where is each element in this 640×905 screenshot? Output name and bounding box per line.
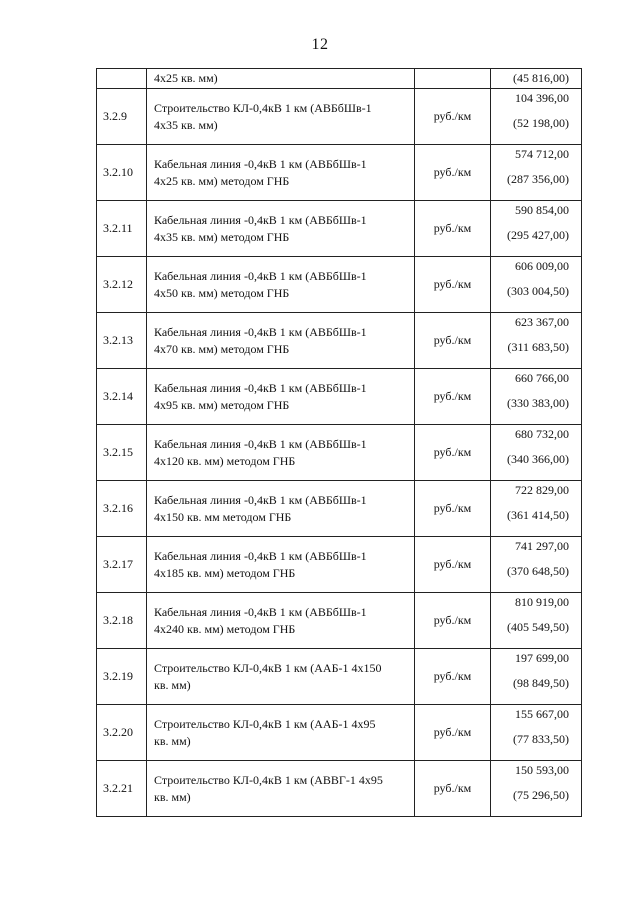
row-price (491, 369, 582, 425)
row-number: 3.2.18 (97, 593, 147, 649)
row-price-sub: (340 366,00) (507, 452, 569, 466)
row-description-line-2: 4х95 кв. мм) методом ГНБ (154, 397, 290, 412)
row-description (147, 593, 415, 649)
row-description-line-1: Кабельная линия -0,4кВ 1 км (АВБбШв-1 (154, 212, 367, 227)
table-row (97, 145, 582, 201)
row-price (491, 425, 582, 481)
row-price-main: 574 712,00 (515, 147, 569, 161)
row-number: 3.2.12 (97, 257, 147, 313)
row-description (147, 537, 415, 593)
table-row (97, 649, 582, 705)
row-price-main: 660 766,00 (515, 371, 569, 385)
row-description-line-1: Строительство КЛ-0,4кВ 1 км (АВБбШв-1 (154, 100, 372, 115)
row-price (491, 201, 582, 257)
row-description-line-1: Кабельная линия -0,4кВ 1 км (АВБбШв-1 (154, 492, 367, 507)
row-description (147, 313, 415, 369)
table-row (97, 89, 582, 145)
row-description-line-2: 4х70 кв. мм) методом ГНБ (154, 341, 290, 356)
row-description (147, 481, 415, 537)
row-price-sub: (361 414,50) (507, 508, 569, 522)
row-price-sub: (98 849,50) (513, 676, 569, 690)
row-price (491, 89, 582, 145)
row-price (491, 593, 582, 649)
row-unit: руб./км (415, 649, 491, 705)
row-description (147, 425, 415, 481)
row-description-line-1: Строительство КЛ-0,4кВ 1 км (ААБ-1 4х150 (154, 660, 382, 675)
table-row (97, 761, 582, 817)
row-description-line-1: Кабельная линия -0,4кВ 1 км (АВБбШв-1 (154, 268, 367, 283)
row-number: 3.2.19 (97, 649, 147, 705)
row-description-line-1: Кабельная линия -0,4кВ 1 км (АВБбШв-1 (154, 380, 367, 395)
row-number: 3.2.15 (97, 425, 147, 481)
row-price-sub: (45 816,00) (491, 69, 582, 89)
row-number: 3.2.14 (97, 369, 147, 425)
row-price-sub: (77 833,50) (513, 732, 569, 746)
row-description (147, 201, 415, 257)
row-number: 3.2.9 (97, 89, 147, 145)
row-description (147, 89, 415, 145)
row-description-line-1: Кабельная линия -0,4кВ 1 км (АВБбШв-1 (154, 604, 367, 619)
table-row (97, 369, 582, 425)
row-number: 3.2.17 (97, 537, 147, 593)
row-price-sub: (330 383,00) (507, 396, 569, 410)
table-row (97, 257, 582, 313)
table-row (97, 481, 582, 537)
row-description-line-2: 4х150 кв. мм методом ГНБ (154, 509, 292, 524)
row-price (491, 705, 582, 761)
row-price-main: 722 829,00 (515, 483, 569, 497)
row-price-main: 590 854,00 (515, 203, 569, 217)
row-unit (415, 69, 491, 89)
row-price (491, 537, 582, 593)
row-description (147, 705, 415, 761)
row-description (147, 369, 415, 425)
row-unit: руб./км (415, 425, 491, 481)
row-number: 3.2.11 (97, 201, 147, 257)
row-number: 3.2.20 (97, 705, 147, 761)
table-row (97, 313, 582, 369)
row-number: 3.2.10 (97, 145, 147, 201)
row-unit: руб./км (415, 369, 491, 425)
row-description (147, 257, 415, 313)
row-price-sub: (295 427,00) (507, 228, 569, 242)
row-price-main: 150 593,00 (515, 763, 569, 777)
row-unit: руб./км (415, 145, 491, 201)
row-unit: руб./км (415, 313, 491, 369)
row-price-sub: (405 549,50) (507, 620, 569, 634)
row-description-line-1: Строительство КЛ-0,4кВ 1 км (ААБ-1 4х95 (154, 716, 376, 731)
row-description-line-1: Кабельная линия -0,4кВ 1 км (АВБбШв-1 (154, 436, 367, 451)
page-number: 12 (311, 36, 329, 53)
row-description (147, 145, 415, 201)
row-unit: руб./км (415, 257, 491, 313)
row-number: 3.2.21 (97, 761, 147, 817)
row-description-line-2: кв. мм) (154, 677, 191, 692)
row-price-sub: (370 648,50) (507, 564, 569, 578)
row-description (147, 649, 415, 705)
row-price (491, 481, 582, 537)
table-row (97, 425, 582, 481)
row-unit: руб./км (415, 201, 491, 257)
row-unit: руб./км (415, 705, 491, 761)
row-unit: руб./км (415, 593, 491, 649)
row-description-line-2: 4х25 кв. мм) методом ГНБ (154, 173, 290, 188)
row-price-main: 155 667,00 (515, 707, 569, 721)
row-price (491, 649, 582, 705)
table-row (97, 593, 582, 649)
row-price (491, 761, 582, 817)
table-row (97, 201, 582, 257)
row-description-line-1: Кабельная линия -0,4кВ 1 км (АВБбШв-1 (154, 548, 367, 563)
row-description-line-2: кв. мм) (154, 789, 191, 804)
row-price (491, 313, 582, 369)
row-number: 3.2.16 (97, 481, 147, 537)
row-description-line-1: Кабельная линия -0,4кВ 1 км (АВБбШв-1 (154, 156, 367, 171)
tariff-table-body (97, 69, 582, 817)
row-unit: руб./км (415, 761, 491, 817)
tariff-table (96, 68, 582, 817)
row-price-main: 623 367,00 (515, 315, 569, 329)
table-row (97, 537, 582, 593)
row-price-sub: (311 683,50) (507, 340, 569, 354)
row-description: 4х25 кв. мм) (147, 69, 415, 89)
row-description (147, 761, 415, 817)
row-price-main: 104 396,00 (515, 91, 569, 105)
row-price-sub: (75 296,50) (513, 788, 569, 802)
row-description-line-2: 4х185 кв. мм) методом ГНБ (154, 565, 296, 580)
row-price-sub: (303 004,50) (507, 284, 569, 298)
row-description-line-2: 4х35 кв. мм) (154, 117, 218, 132)
row-unit: руб./км (415, 89, 491, 145)
row-price (491, 257, 582, 313)
row-number-cell (97, 69, 147, 89)
table-row (97, 705, 582, 761)
row-price (491, 145, 582, 201)
row-price-main: 741 297,00 (515, 539, 569, 553)
row-price-sub: (287 356,00) (507, 172, 569, 186)
row-number: 3.2.13 (97, 313, 147, 369)
row-description-line-1: Кабельная линия -0,4кВ 1 км (АВБбШв-1 (154, 324, 367, 339)
row-description-line-2: 4х50 кв. мм) методом ГНБ (154, 285, 290, 300)
row-price-main: 680 732,00 (515, 427, 569, 441)
row-price-main: 810 919,00 (515, 595, 569, 609)
table-row-continuation (97, 69, 582, 89)
row-description-line-2: 4х35 кв. мм) методом ГНБ (154, 229, 290, 244)
row-price-main: 606 009,00 (515, 259, 569, 273)
row-price-sub: (52 198,00) (513, 116, 569, 130)
row-description-line-2: кв. мм) (154, 733, 191, 748)
row-description-line-1: Строительство КЛ-0,4кВ 1 км (АВВГ-1 4х95 (154, 772, 383, 787)
row-unit: руб./км (415, 537, 491, 593)
row-price-main: 197 699,00 (515, 651, 569, 665)
row-description-line-2: 4х120 кв. мм) методом ГНБ (154, 453, 296, 468)
row-description-line-2: 4х240 кв. мм) методом ГНБ (154, 621, 296, 636)
row-unit: руб./км (415, 481, 491, 537)
